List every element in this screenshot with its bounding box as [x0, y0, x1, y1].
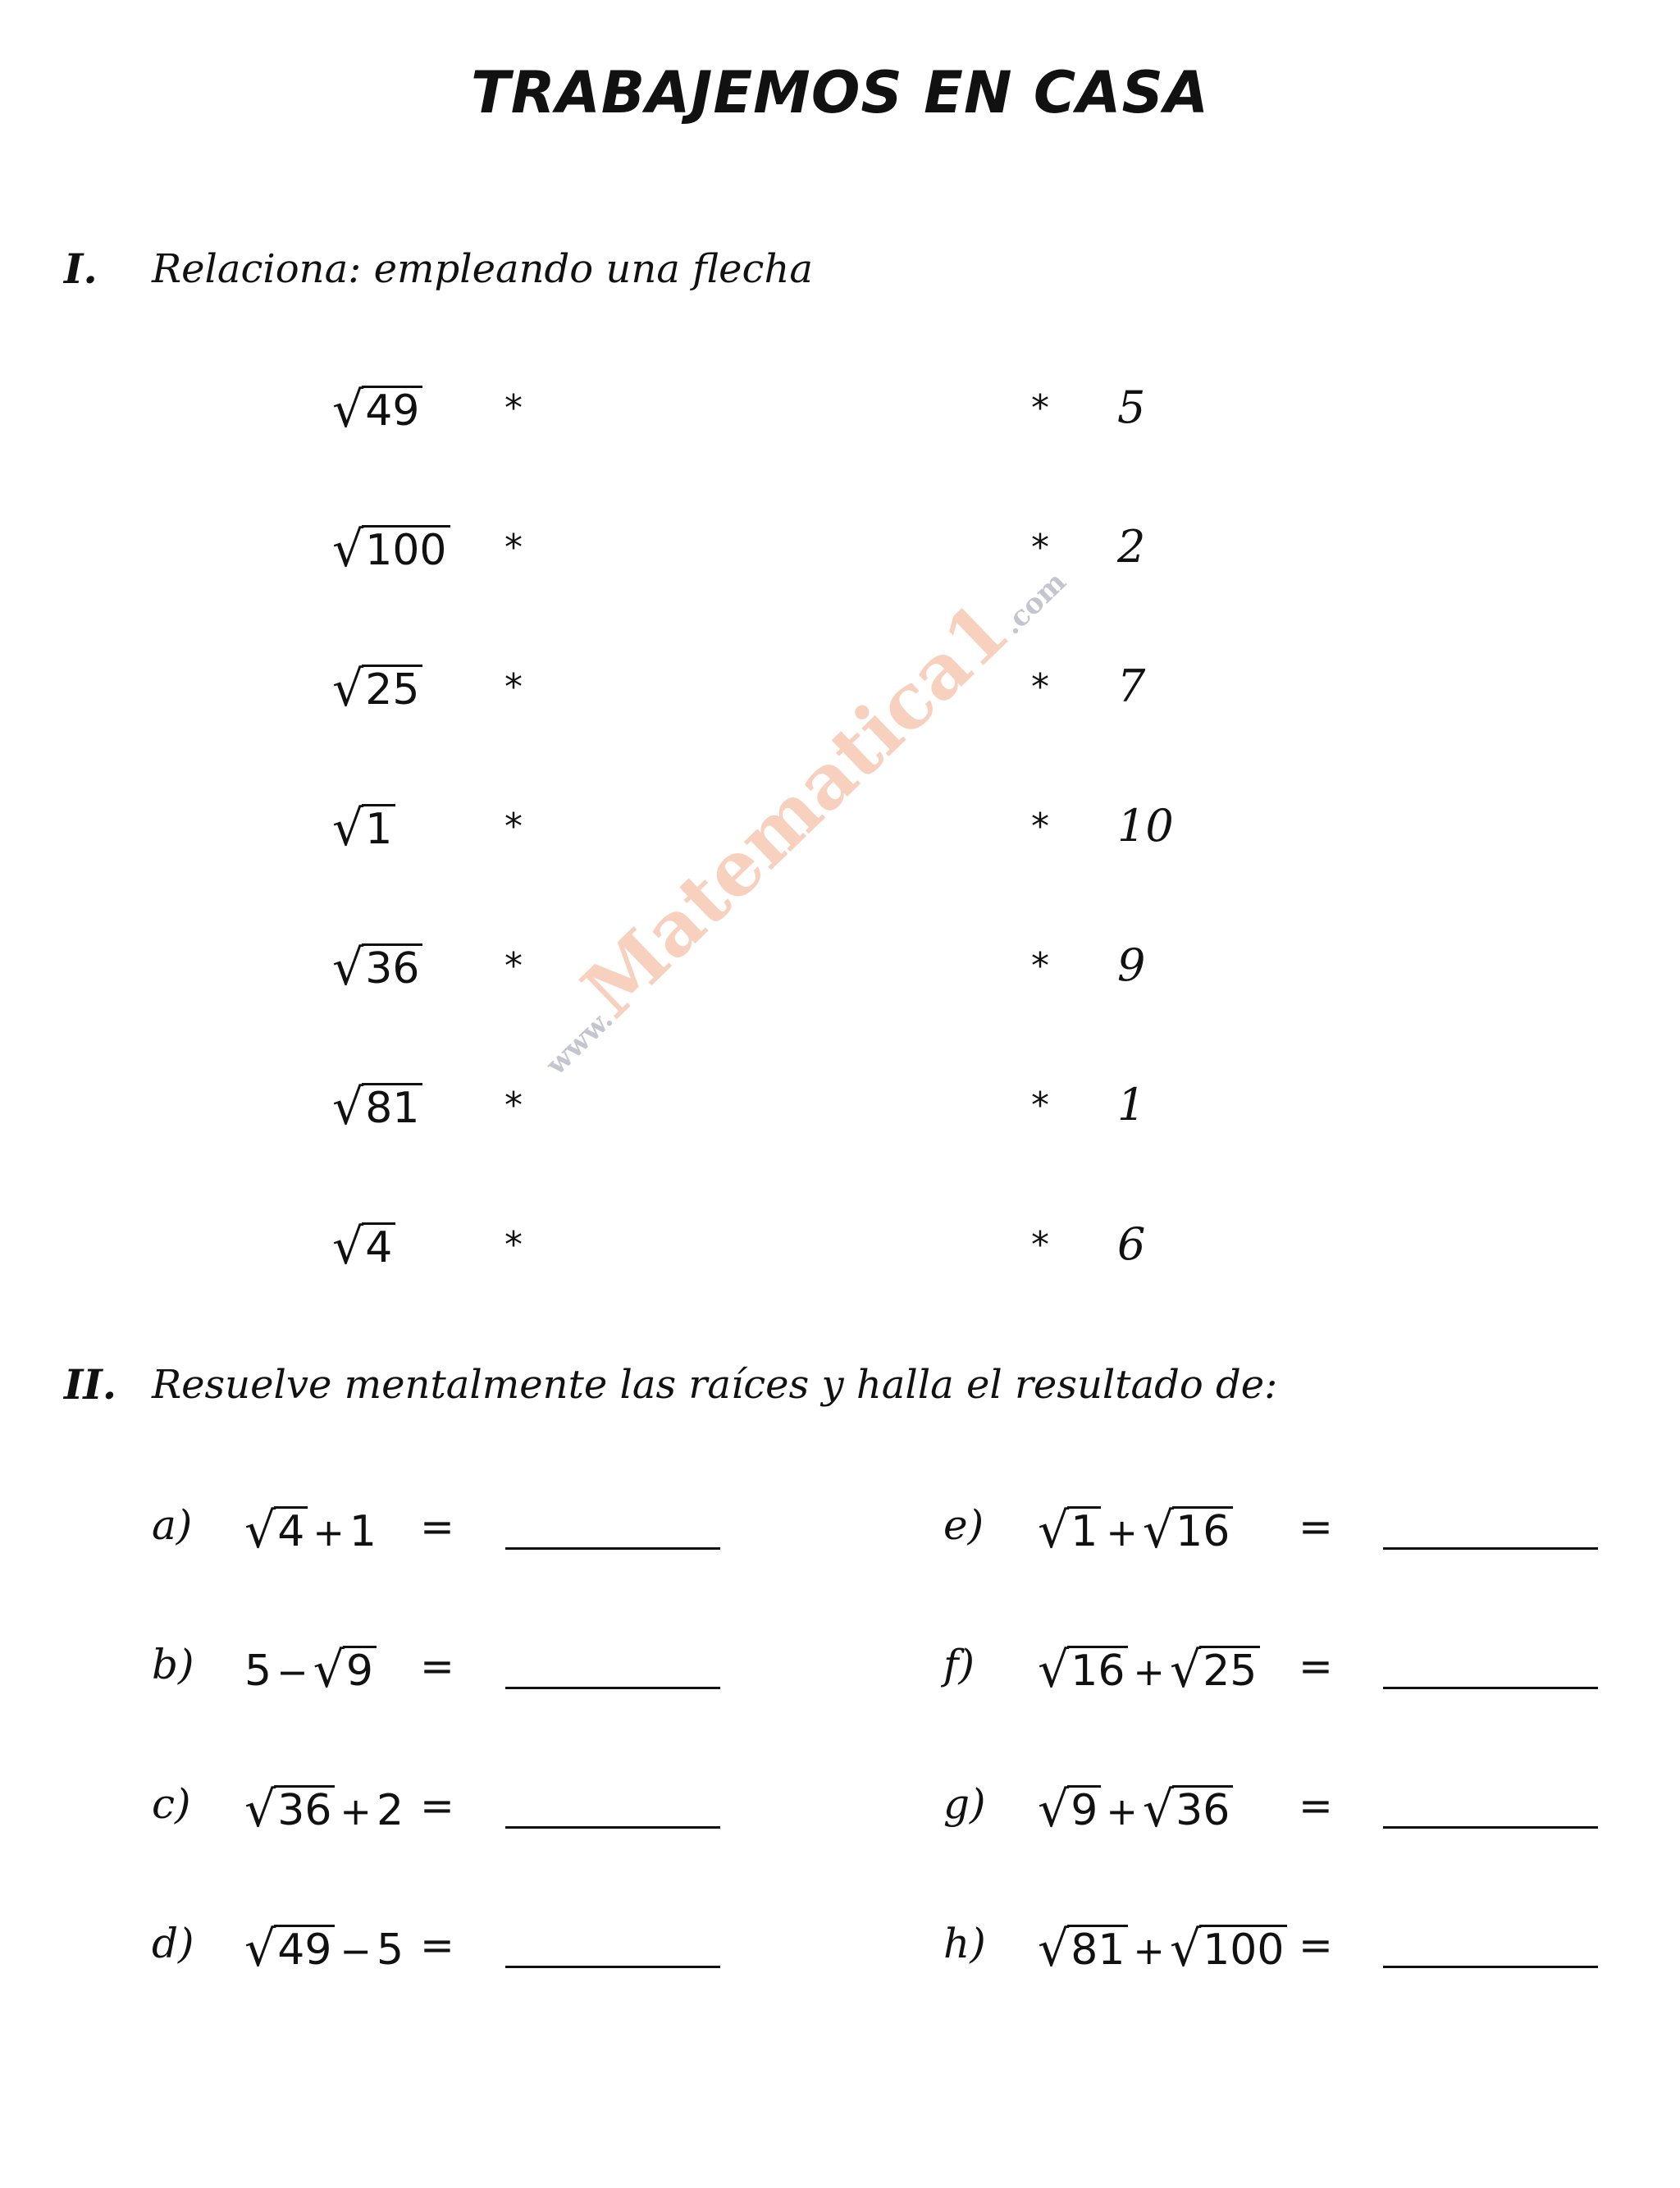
exercise-e-answer-blank[interactable]: [1383, 1547, 1598, 1550]
radical-symbol: √: [244, 1502, 276, 1560]
exercise-g-expression: [1038, 1781, 1233, 1839]
exercise-g-answer-blank[interactable]: [1383, 1826, 1598, 1829]
left-item-3: [332, 660, 422, 718]
left-marker-6[interactable]: *: [504, 1085, 523, 1126]
right-value-3: 7: [1117, 660, 1146, 712]
right-marker-7[interactable]: *: [1031, 1224, 1049, 1266]
exercise-d-expression: [244, 1921, 404, 1978]
radicand: 49: [362, 386, 422, 432]
left-item-4: [332, 800, 395, 857]
left-item-6: [332, 1079, 422, 1136]
radicand: 1: [1067, 1506, 1101, 1553]
exercise-h-label: h): [943, 1920, 986, 1967]
radical-symbol: √: [1038, 1642, 1070, 1699]
operand: 5: [376, 1925, 404, 1975]
exercise-a-label: a): [152, 1501, 193, 1549]
watermark-main: Matematica1: [565, 585, 1026, 1035]
exercise-a-answer-blank[interactable]: [505, 1547, 720, 1550]
exercise-b-expression: [244, 1642, 377, 1699]
exercise-e-label: e): [943, 1501, 984, 1549]
left-marker-3[interactable]: *: [504, 666, 523, 708]
exercise-g-label: g): [943, 1780, 986, 1828]
section-2-number: II.: [64, 1360, 117, 1409]
radical-symbol: √: [313, 1642, 345, 1699]
radicand: 36: [274, 1785, 335, 1832]
right-value-1: 5: [1117, 381, 1146, 433]
operator: −: [276, 1650, 308, 1694]
exercise-d-answer-blank[interactable]: [505, 1966, 720, 1968]
exercise-f-expression: [1038, 1642, 1260, 1699]
radical-symbol: √: [332, 1218, 364, 1276]
exercise-f-answer-blank[interactable]: [1383, 1687, 1598, 1689]
section-1-instruction: Relaciona: empleando una flecha: [152, 246, 813, 292]
exercise-a-expression: [244, 1502, 377, 1560]
exercise-c-label: c): [152, 1780, 191, 1828]
operator: +: [313, 1510, 345, 1555]
left-item-1: [332, 381, 422, 439]
radicand: 81: [362, 1083, 422, 1130]
operand: 2: [376, 1786, 404, 1835]
operator: +: [1133, 1929, 1165, 1973]
right-marker-4[interactable]: *: [1031, 806, 1049, 847]
radicand: 36: [362, 943, 422, 990]
exercise-a-equals: =: [420, 1503, 454, 1551]
radicand: 4: [362, 1222, 395, 1269]
section-1-number: I.: [64, 244, 98, 293]
left-marker-5[interactable]: *: [504, 945, 523, 987]
exercise-d-equals: =: [420, 1921, 454, 1969]
radicand: 100: [1199, 1925, 1287, 1971]
radicand: 9: [1067, 1785, 1101, 1832]
exercise-b-equals: =: [420, 1642, 454, 1690]
right-marker-2[interactable]: *: [1031, 527, 1049, 569]
operand: 1: [349, 1507, 377, 1556]
exercise-h-equals: =: [1299, 1921, 1333, 1969]
operator: +: [1106, 1789, 1138, 1834]
exercise-f-label: f): [943, 1641, 975, 1688]
exercise-e-expression: [1038, 1502, 1233, 1560]
radicand: 25: [362, 665, 422, 711]
radicand: 4: [274, 1506, 308, 1553]
right-value-4: 10: [1117, 800, 1174, 852]
left-marker-7[interactable]: *: [504, 1224, 523, 1266]
exercise-c-expression: [244, 1781, 404, 1839]
operator: −: [340, 1929, 372, 1973]
operator: +: [1106, 1510, 1138, 1555]
left-item-7: [332, 1218, 395, 1276]
radicand: 49: [274, 1925, 335, 1971]
right-value-5: 9: [1117, 939, 1146, 991]
operator: +: [340, 1789, 372, 1834]
radical-symbol: √: [1038, 1921, 1070, 1978]
radical-symbol: √: [1038, 1781, 1070, 1839]
radicand: 16: [1067, 1646, 1128, 1692]
exercise-c-answer-blank[interactable]: [505, 1826, 720, 1829]
radical-symbol: √: [1142, 1781, 1175, 1839]
radical-symbol: √: [332, 939, 364, 997]
exercise-e-equals: =: [1299, 1503, 1333, 1551]
left-marker-1[interactable]: *: [504, 387, 523, 429]
watermark-suffix: .com: [996, 565, 1073, 642]
right-marker-1[interactable]: *: [1031, 387, 1049, 429]
watermark: [509, 513, 1101, 1089]
radical-symbol: √: [1142, 1502, 1175, 1560]
right-marker-3[interactable]: *: [1031, 666, 1049, 708]
exercise-h-expression: [1038, 1921, 1287, 1978]
right-marker-6[interactable]: *: [1031, 1085, 1049, 1126]
radical-symbol: √: [332, 521, 364, 578]
right-marker-5[interactable]: *: [1031, 945, 1049, 987]
radicand: 36: [1172, 1785, 1233, 1832]
right-value-2: 2: [1117, 521, 1146, 573]
right-value-6: 1: [1117, 1079, 1146, 1131]
radicand: 81: [1067, 1925, 1128, 1971]
radical-symbol: √: [332, 1079, 364, 1136]
left-item-5: [332, 939, 422, 997]
exercise-b-label: b): [152, 1641, 194, 1688]
radical-symbol: √: [1169, 1921, 1202, 1978]
radicand: 25: [1199, 1646, 1260, 1692]
radical-symbol: √: [332, 660, 364, 718]
left-marker-4[interactable]: *: [504, 806, 523, 847]
operand: 5: [244, 1647, 272, 1696]
radical-symbol: √: [1038, 1502, 1070, 1560]
radical-symbol: √: [1169, 1642, 1202, 1699]
left-marker-2[interactable]: *: [504, 527, 523, 569]
page-title: TRABAJEMOS EN CASA: [470, 59, 1210, 126]
exercise-g-equals: =: [1299, 1782, 1333, 1829]
right-value-7: 6: [1117, 1218, 1146, 1270]
left-item-2: [332, 521, 450, 578]
section-2-instruction: Resuelve mentalmente las raíces y halla el resultado de:: [152, 1362, 1278, 1408]
watermark-prefix: www.: [540, 1003, 620, 1082]
exercise-d-label: d): [152, 1920, 194, 1967]
exercise-c-equals: =: [420, 1782, 454, 1829]
radicand: 1: [362, 804, 395, 851]
radical-symbol: √: [244, 1781, 276, 1839]
radical-symbol: √: [244, 1921, 276, 1978]
exercise-b-answer-blank[interactable]: [505, 1687, 720, 1689]
radical-symbol: √: [332, 800, 364, 857]
operator: +: [1133, 1650, 1165, 1694]
exercise-h-answer-blank[interactable]: [1383, 1966, 1598, 1968]
radicand: 16: [1172, 1506, 1233, 1553]
radicand: 100: [362, 525, 450, 572]
radical-symbol: √: [332, 381, 364, 439]
exercise-f-equals: =: [1299, 1642, 1333, 1690]
radicand: 9: [343, 1646, 377, 1692]
